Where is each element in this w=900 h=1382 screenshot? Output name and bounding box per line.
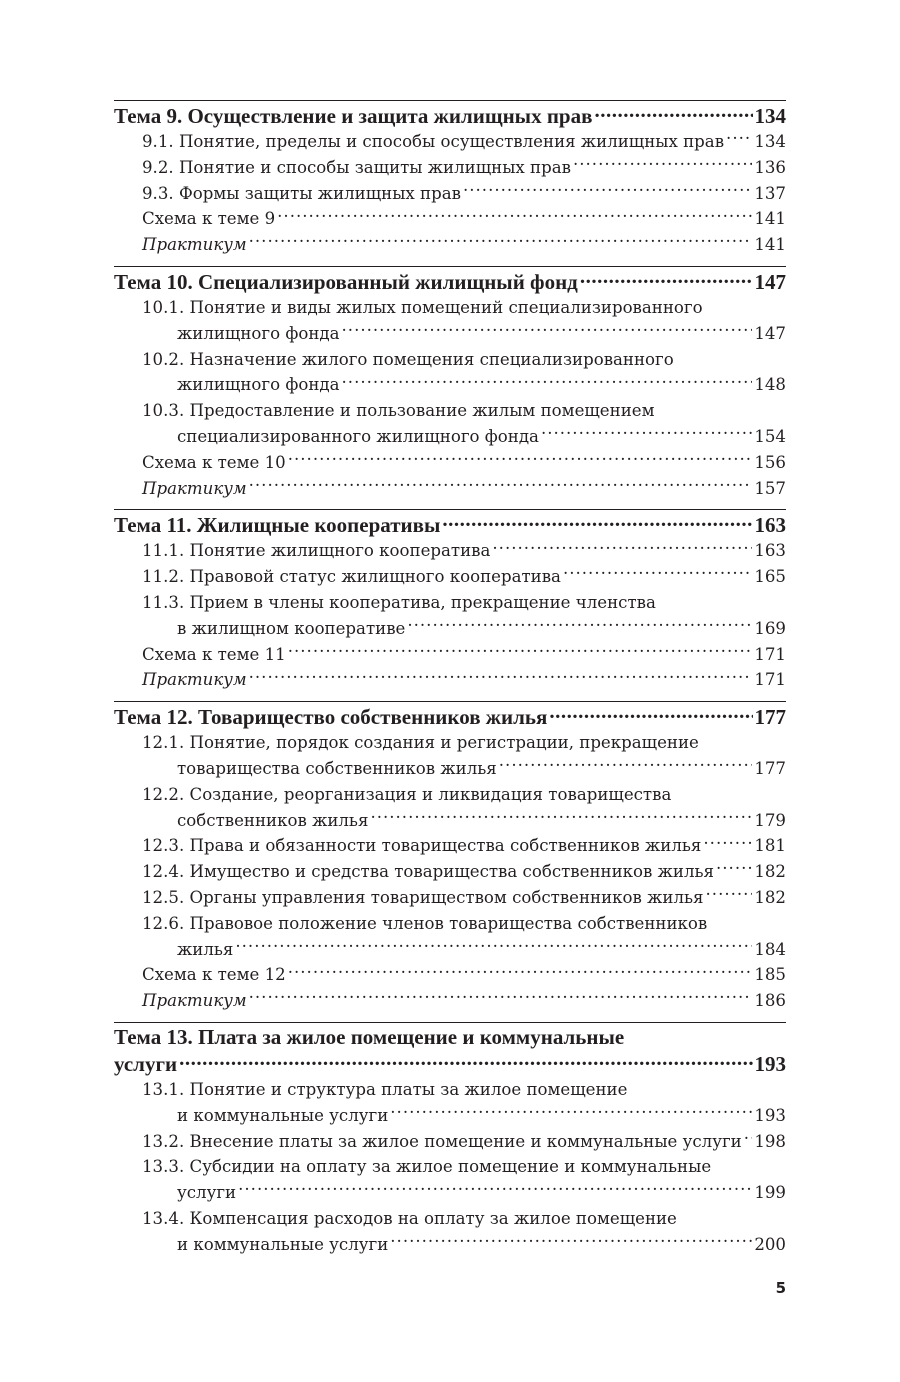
entry-title: Схема к теме 12 [142, 965, 286, 985]
dot-leader [549, 703, 752, 724]
page-ref: 156 [754, 452, 786, 472]
toc-entry[interactable] [114, 129, 786, 155]
page-ref: 147 [754, 323, 786, 343]
dot-leader [463, 182, 752, 199]
page-ref: 136 [754, 157, 786, 177]
dot-leader [573, 156, 752, 173]
dot-leader [235, 938, 752, 955]
toc-entry[interactable] [114, 808, 786, 834]
dot-leader [541, 425, 752, 442]
entry-title: и коммунальные услуги [177, 1234, 389, 1254]
chapter-title: услуги [114, 1051, 178, 1076]
entry-line: 10.3. Предоставление и пользование жилым помещением [142, 401, 655, 421]
entry-title: Практикум [142, 670, 247, 690]
page-ref: 186 [754, 991, 786, 1011]
page-ref: 179 [754, 810, 786, 830]
dot-leader [580, 268, 753, 289]
practicum-entry[interactable] [114, 988, 786, 1014]
dot-leader [288, 643, 753, 660]
chapter-title: Тема 10. Специализированный жилищный фонд [114, 269, 578, 294]
entry-title: 12.3. Права и обязанности товарищества собственников жилья [142, 836, 702, 856]
toc-entry[interactable] [114, 1103, 786, 1129]
entry-title: Практикум [142, 991, 247, 1011]
dot-leader [249, 477, 753, 494]
entry-line: 12.1. Понятие, порядок создания и регистрации, прекращение [142, 733, 699, 753]
entry-title: и коммунальные услуги [177, 1105, 389, 1125]
dot-leader [703, 835, 752, 852]
toc-entry[interactable] [114, 372, 786, 398]
page-ref: 181 [754, 836, 786, 856]
entry-title: 9.2. Понятие и способы защиты жилищных прав [142, 157, 571, 177]
toc-entry[interactable] [114, 155, 786, 181]
toc-entry[interactable] [114, 962, 786, 988]
toc-entry[interactable] [114, 424, 786, 450]
entry-title: 13.2. Внесение платы за жилое помещение и коммунальные услуги [142, 1131, 742, 1151]
dot-leader [563, 566, 752, 583]
page-ref: 137 [754, 183, 786, 203]
entry-title: товарищества собственников жилья [177, 758, 497, 778]
dot-leader [288, 451, 753, 468]
page-ref: 134 [754, 132, 786, 151]
page-ref: 182 [754, 887, 786, 907]
page-ref: 199 [754, 1183, 786, 1203]
entry-title: 12.4. Имущество и средства товарищества собственников жилья [142, 862, 714, 882]
entry-line: 12.6. Правовое положение членов товарищества собственников [142, 913, 708, 933]
page-ref: 141 [754, 235, 786, 255]
page-ref: 134 [754, 104, 786, 128]
page-ref: 200 [754, 1234, 786, 1254]
chapter-rule [114, 701, 786, 702]
dot-leader [249, 234, 753, 251]
toc-entry[interactable] [114, 616, 786, 642]
dot-leader [706, 886, 753, 903]
entry-title: собственников жилья [177, 810, 369, 830]
toc-chapter [114, 266, 786, 501]
chapter-title: Тема 11. Жилищные кооперативы [114, 513, 441, 538]
page-ref: 177 [754, 758, 786, 778]
practicum-entry[interactable] [114, 476, 786, 502]
page-ref: 154 [754, 426, 786, 446]
entry-title: 9.1. Понятие, пределы и способы осуществления жилищных прав [142, 132, 725, 151]
dot-leader [499, 757, 753, 774]
entry-title: Схема к теме 11 [142, 644, 286, 664]
page-ref: 147 [754, 269, 786, 294]
dot-leader [370, 809, 752, 826]
toc-chapter [114, 100, 786, 258]
page-ref: 148 [754, 375, 786, 395]
toc-entry[interactable] [114, 756, 786, 782]
entry-title: в жилищном кооперативе [177, 618, 406, 638]
page-ref: 198 [754, 1131, 786, 1151]
toc-entry[interactable] [114, 833, 786, 859]
entry-line: 10.1. Понятие и виды жилых помещений специализированного [142, 297, 703, 317]
practicum-entry[interactable] [114, 667, 786, 693]
page-ref: 157 [754, 478, 786, 498]
chapter-heading[interactable] [114, 511, 786, 538]
dot-leader [716, 861, 752, 878]
page-ref: 177 [754, 705, 786, 730]
dot-leader [407, 617, 752, 634]
page-ref: 185 [754, 965, 786, 985]
chapter-title: Тема 12. Товарищество собственников жилья [114, 705, 548, 730]
page-ref: 163 [754, 513, 786, 538]
practicum-entry[interactable] [114, 232, 786, 258]
dot-leader [249, 990, 753, 1007]
entry-line: 13.1. Понятие и структура платы за жилое помещение [142, 1079, 628, 1099]
chapter-rule [114, 1022, 786, 1023]
entry-title: 11.1. Понятие жилищного кооператива [142, 541, 491, 561]
dot-leader [288, 964, 753, 981]
dot-leader [342, 374, 753, 391]
entry-title: 11.2. Правовой статус жилищного кооператива [142, 567, 561, 587]
toc-chapter [114, 701, 786, 1014]
table-of-contents [114, 100, 786, 1265]
dot-leader [390, 1104, 752, 1121]
entry-line: 10.2. Назначение жилого помещения специализированного [142, 349, 674, 369]
chapter-rule [114, 509, 786, 510]
page-ref: 184 [754, 939, 786, 959]
dot-leader [238, 1182, 752, 1199]
entry-title: Практикум [142, 235, 247, 255]
chapter-rule [114, 266, 786, 267]
toc-entry[interactable] [114, 321, 786, 347]
chapter-heading[interactable] [114, 703, 786, 730]
toc-entry[interactable] [114, 1180, 786, 1206]
entry-title: жилищного фонда [177, 323, 340, 343]
entry-title: Практикум [142, 478, 247, 498]
toc-entry[interactable] [114, 564, 786, 590]
entry-title: Схема к теме 10 [142, 452, 286, 472]
dot-leader [594, 102, 752, 123]
chapter-heading[interactable] [114, 1050, 786, 1077]
dot-leader [744, 1130, 753, 1147]
entry-line: 13.3. Субсидии на оплату за жилое помещение и коммунальные [142, 1157, 712, 1177]
chapter-heading[interactable] [114, 102, 786, 129]
dot-leader [442, 511, 752, 532]
entry-title: 12.5. Органы управления товариществом собственников жилья [142, 887, 704, 907]
page-ref: 182 [754, 862, 786, 882]
chapter-heading[interactable] [114, 268, 786, 295]
dot-leader [390, 1233, 752, 1250]
entry-line: 12.2. Создание, реорганизация и ликвидация товарищества [142, 784, 672, 804]
toc-entry[interactable] [114, 937, 786, 963]
entry-title: специализированного жилищного фонда [177, 426, 539, 446]
page-ref: 141 [754, 209, 786, 229]
entry-title: жилищного фонда [177, 375, 340, 395]
page-number: 5 [775, 1279, 786, 1297]
page-ref: 171 [754, 670, 786, 690]
toc-entry[interactable] [114, 859, 786, 885]
page-ref: 193 [754, 1105, 786, 1125]
toc-chapter [114, 509, 786, 693]
toc-entry[interactable] [114, 538, 786, 564]
dot-leader [249, 669, 753, 686]
dot-leader [492, 540, 752, 557]
dot-leader [342, 322, 753, 339]
entry-line: 13.4. Компенсация расходов на оплату за жилое помещение [142, 1208, 677, 1228]
toc-entry[interactable] [114, 1232, 786, 1258]
chapter-heading-line[interactable]: Тема 13. Плата за жилое помещение и коммунальные [114, 1024, 625, 1049]
entry-title: жилья [177, 939, 234, 959]
toc-entry[interactable] [114, 885, 786, 911]
page-ref: 171 [754, 644, 786, 664]
entry-line: 11.3. Прием в члены кооператива, прекращение членства [142, 592, 656, 612]
toc-entry[interactable] [114, 450, 786, 476]
chapter-title: Тема 9. Осуществление и защита жилищных прав [114, 104, 593, 128]
dot-leader [277, 208, 752, 225]
toc-entry[interactable] [114, 206, 786, 232]
entry-title: услуги [177, 1183, 237, 1203]
page-ref: 165 [754, 567, 786, 587]
toc-entry[interactable] [114, 181, 786, 207]
page-ref: 169 [754, 618, 786, 638]
toc-entry[interactable] [114, 642, 786, 668]
page-ref: 163 [754, 541, 786, 561]
dot-leader [726, 130, 752, 147]
entry-title: 9.3. Формы защиты жилищных прав [142, 183, 461, 203]
chapter-rule [114, 100, 786, 101]
toc-chapter [114, 1022, 786, 1258]
toc-entry[interactable] [114, 1129, 786, 1155]
page-ref: 193 [754, 1051, 786, 1076]
dot-leader [179, 1050, 752, 1071]
entry-title: Схема к теме 9 [142, 209, 276, 229]
